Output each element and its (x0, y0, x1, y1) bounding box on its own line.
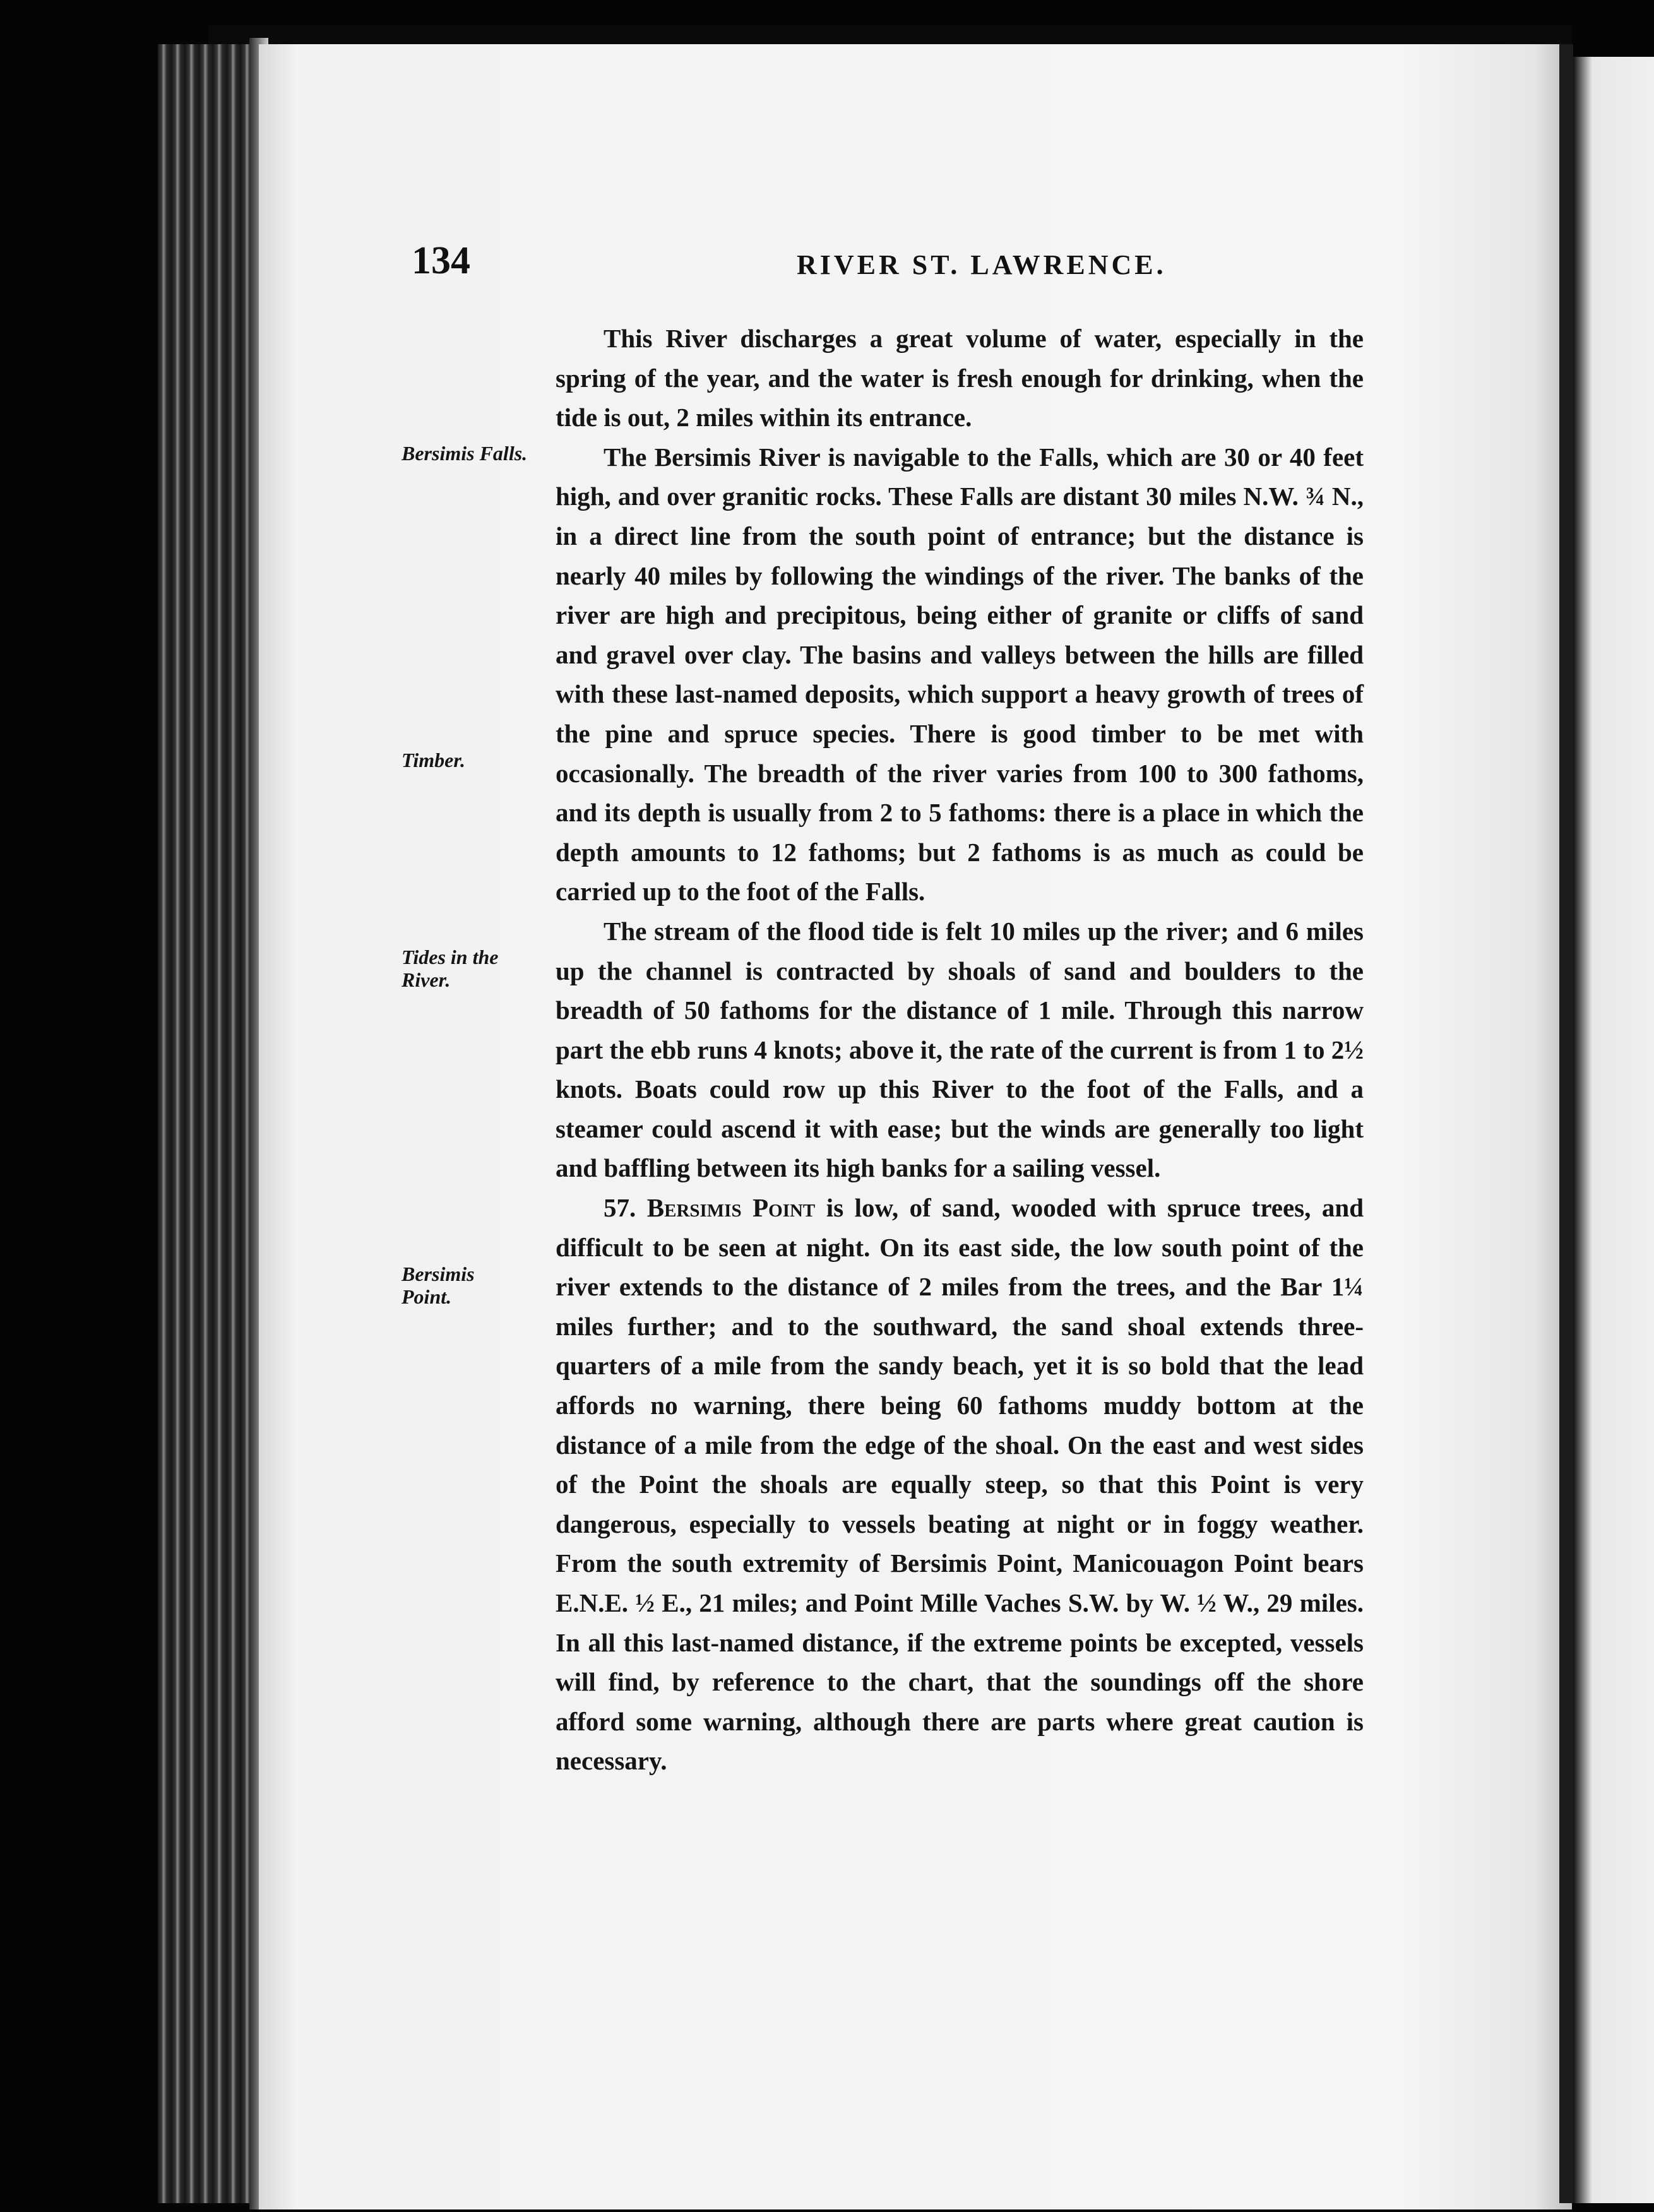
margin-note-bersimis-point: Bersimis Point. (402, 1263, 475, 1308)
section-text: is low, of sand, wooded with spruce trees, and difficult to be seen at night. On its east side, the low south point of the river extends to the distance of 2 miles from the trees, and the Bar 1¼ miles further; and to the southward, the sand shoal extends three-quarters of a mile from the sandy beach, yet it is so bold that the lead affords no warning, there being 60 fathoms muddy bottom at the distance of a mile from the edge of the shoal. On the east and west sides of the Point the shoals are equally steep, so that this Point is very dangerous, especially to vessels beating at night or in foggy weather. From the south extremity of Bersimis Point, Manicouagon Point bears E.N.E. ½ E., 21 miles; and Point Mille Vaches S.W. by W. ½ W., 29 miles. In all this last-named distance, if the extreme points be excepted, vessels will find, by reference to the chart, that the soundings off the shore afford some warning, although there are parts where great caution is necessary. (556, 1193, 1364, 1776)
page-gutter (1559, 44, 1573, 2203)
section-number: 57. (604, 1193, 636, 1223)
section-lead: Bersimis Point (646, 1193, 816, 1223)
body-text (556, 319, 1364, 1781)
paragraph-bersimis-point (556, 1188, 1364, 1781)
paragraph-river-discharge: This River discharges a great volume of water, especially in the spring of the year, and the water is fresh enough for drinking, when the tide is out, 2 miles within its entrance. (556, 324, 1364, 432)
page-number: 134 (412, 239, 470, 282)
paragraph-bersimis-falls: The Bersimis River is navigable to the Falls, which are 30 or 40 feet high, and over granitic rocks. These Falls are distant 30 miles N.W. ¾ N., in a direct line from the south point of entrance; but the distance is nearly 40 miles by following the windings of the river. The banks of the river are high and precipitous, being either of granite or cliffs of sand and gravel over clay. The basins and valleys between the hills are filled with these last-named deposits, which support a heavy growth of trees of the pine and spruce species. There is good timber to be met with occasionally. The breadth of the river varies from 100 to 300 fathoms, and its depth is usually from 2 to 5 fathoms: there is a place in which the depth amounts to 12 fathoms; but 2 fathoms is as much as could be carried up to the foot of the Falls. (556, 442, 1364, 907)
margin-note-tides: Tides in the River. (402, 946, 499, 991)
facing-page-sliver (1573, 57, 1654, 2203)
scan-top-edge (208, 25, 1572, 47)
margin-note-bersimis-falls: Bersimis Falls. (402, 442, 528, 465)
paragraph-tides: The stream of the flood tide is felt 10 miles up the river; and 6 miles up the channel is contracted by shoals of sand and boulders to the breadth of 50 fathoms for the distance of 1 mile. Through this narrow part the ebb runs 4 knots; above it, the rate of the current is from 1 to 2½ knots. Boats could row up this River to the foot of the Falls, and a steamer could ascend it with ease; but the winds are generally too light and baffling between its high banks for a sailing vessel. (556, 916, 1364, 1183)
running-title: RIVER ST. LAWRENCE. (797, 249, 1167, 280)
margin-note-timber: Timber. (402, 749, 466, 771)
book-page-edges (158, 44, 259, 2203)
